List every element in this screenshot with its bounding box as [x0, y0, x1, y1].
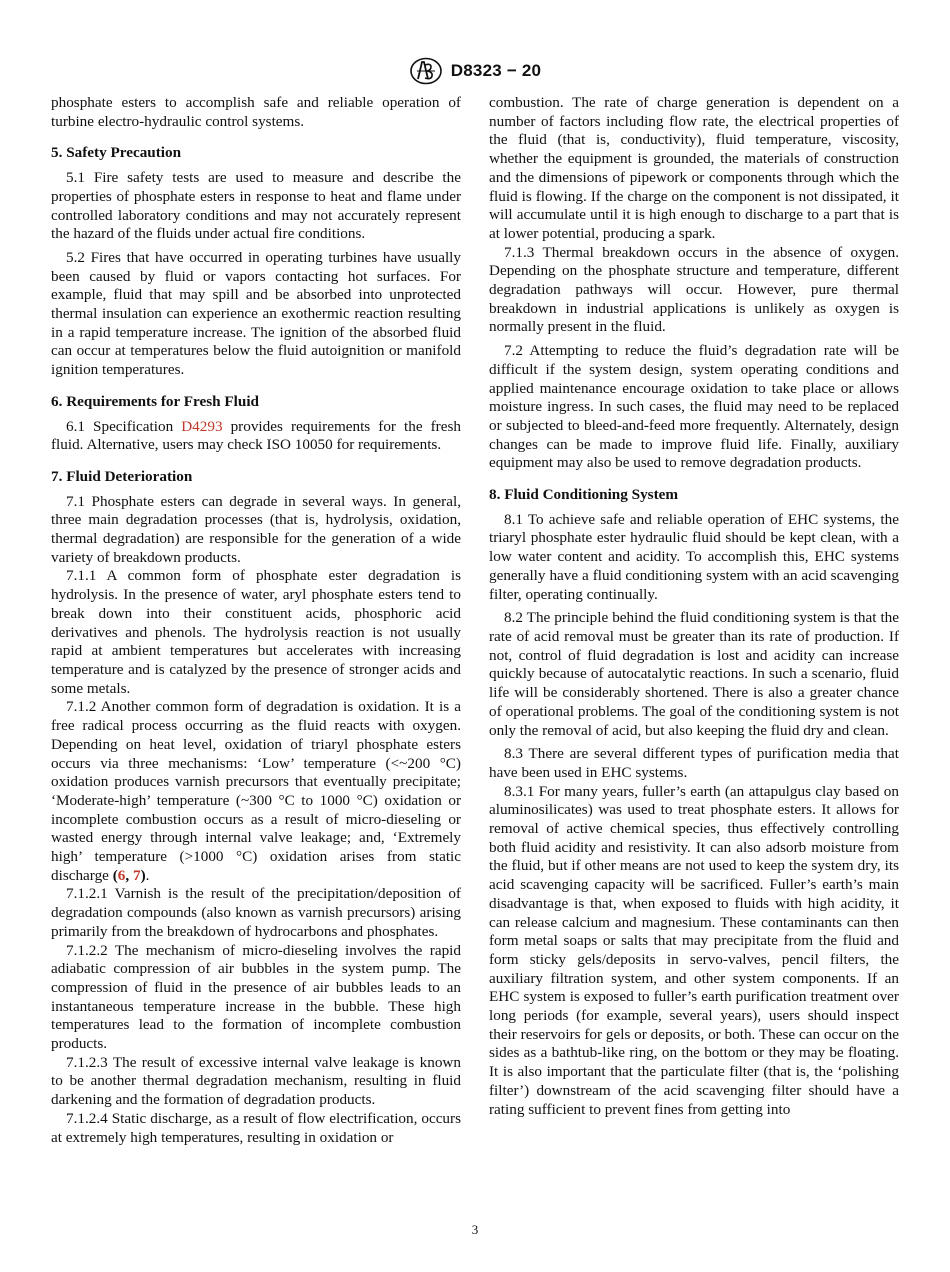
paragraph-7-1: 7.1 Phosphate esters can degrade in several ways. In general, three main degradation processes (that is, hydrolysis, oxidation, thermal degradation) are responsible for the generation of a wide variety of breakdown products.: [51, 492, 461, 566]
paragraph-7-1-2-4: 7.1.2.4 Static discharge, as a result of flow electrification, occurs at extremely high temperatures, resulting in oxidation or: [51, 1109, 461, 1146]
paragraph-7-1-2-text: 7.1.2 Another common form of degradation is oxidation. It is a free radical process occurring as the fluid reacts with oxygen. Depending on heat level, oxidation of triaryl phosphate esters occurs via three mechanisms: ‘Low’ temperature (<~200 °C) oxidation produces varnish precursors that eventually precipitate; ‘Moderate-high’ temperature (~300 °C to 1000 °C) oxidation or incomplete combustion occurs as a result of micro-dieseling or wasted energy through internal valve leakage; and, ‘Extremely high’ temperature (>1000 °C) oxidation arises from static discharge: [51, 698, 461, 884]
paragraph-6-1-suffix: provides requirements for the fresh fluid. Alternative, users may check ISO 10050 for requirements.: [51, 417, 461, 454]
paragraph-7-1-3: 7.1.3 Thermal breakdown occurs in the absence of oxygen. Depending on the phosphate structure and temperature, different degradation pathways will occur. However, pure thermal breakdown in industrial applications is unlikely as oxygen is normally present in the fluid.: [489, 243, 899, 336]
left-column: [51, 94, 461, 1147]
paragraph-7-1-2-end: .: [145, 866, 150, 884]
paragraph-7-2: 7.2 Attempting to reduce the fluid’s degradation rate will be difficult if the system design, system operating conditions and applied maintenance encourage oxidation to take place or allows moisture ingress. In such cases, the fluid may need to be replaced or subjected to bleed-and-feed more frequently. Alternately, design changes can be made to improve fluid life. Finally, auxiliary equipment may also be used to remove degradation products.: [489, 342, 899, 472]
section-5-title: 5. Safety Precaution: [51, 144, 182, 162]
reference-link-7[interactable]: 7: [132, 866, 141, 884]
paragraph-5-2: 5.2 Fires that have occurred in operating turbines have usually been caused by fluid or vapors contacting hot surfaces. For example, fluid that may spill and be absorbed into unprotected thermal insulation can experience an exothermic reaction resulting in a rapid temperature increase. The ignition of the absorbed fluid can occur at temperatures below the fluid autoignition or manifold ignition temperatures.: [51, 248, 461, 379]
section-8-title: 8. Fluid Conditioning System: [489, 486, 679, 504]
paragraph-7-1-2: [51, 698, 461, 885]
page-header: [0, 56, 950, 86]
ref-separator: ,: [125, 866, 133, 884]
paragraph-8-2: 8.2 The principle behind the fluid conditioning system is that the rate of acid removal must be greater than its rate of production. If not, control of fluid degradation is lost and acidity can increase quickly because of autocatalytic reactions. In such a scenario, fluid life will be considerably shortened. There is also a greater chance of operational problems. The goal of the conditioning system is not only the removal of acid, but also keeping the fluid dry and clean.: [489, 609, 899, 739]
paragraph-8-3-1: 8.3.1 For many years, fuller’s earth (an attapulgus clay based on aluminosilicates) was used to treat phosphate esters. It allows for removal of active chemical species, thus effectively controlling both fluid acidity and resistivity. It can also adsorb moisture from the fluid, but if other means are not used to keep the system dry, its acid scavenging capacity will be sacrificed. Fuller’s earth’s main disadvantage is that, when exposed to fluids with high acidity, it can release calcium and magnesium. These contaminants can then form metal soaps or salts that may precipitate from the fluid and form sticky gels/deposits in servo-valves, pencil filters, the auxiliary filtration system, and other system components. If an EHC system is exposed to fuller’s earth purification treatment over long periods (for example, several years), users should inspect their reservoirs for gels or deposits, or both. These can occur on the sides as a bathtub-like ring, on the bottom or they may be floating. It is also important that the particulate filter (that is, the ‘polishing filter’) downstream of the acid scavenging filter should have a rating sufficient to prevent fines from getting into: [489, 782, 899, 1118]
reference-link-6[interactable]: 6: [117, 866, 126, 884]
document-id: D8323 − 20: [450, 61, 542, 80]
ref-close: ): [140, 866, 146, 884]
paragraph-7-1-2-1: 7.1.2.1 Varnish is the result of the precipitation/deposition of degradation compounds (also known as varnish precursors) arising primarily from the breakdown of hydrocarbons and phosphates.: [51, 885, 461, 940]
ref-open: (: [112, 866, 118, 884]
section-7-title: 7. Fluid Deterioration: [51, 467, 193, 485]
astm-logo-icon: [409, 57, 443, 85]
paragraph-7-1-2-4-continued: combustion. The rate of charge generation is dependent on a number of factors including flow rate, the electrical properties of the fluid (that is, conductivity), fluid temperature, viscosity, whether the equipment is grounded, the materials of construction and the dimensions of pipework or components through which the fluid is flowing. If the charge on the component is not dissipated, it will accumulate until it is high enough to discharge to a part that is at lower potential, producing a spark.: [489, 94, 899, 242]
paragraph-6-1-prefix: 6.1 Specification: [66, 417, 182, 435]
citation-reference: [113, 867, 146, 884]
d4293-link[interactable]: D4293: [181, 417, 223, 435]
paragraph-5-1: 5.1 Fire safety tests are used to measure and describe the properties of phosphate esters in response to heat and flame under controlled laboratory conditions and may not accurately represent the hazard of the fluids under actual fire conditions.: [51, 169, 461, 243]
section-6-title: 6. Requirements for Fresh Fluid: [51, 392, 259, 410]
paragraph-6-1: [51, 418, 461, 455]
paragraph-7-1-2-2: 7.1.2.2 The mechanism of micro-dieseling involves the rapid adiabatic compression of air bubbles in the system pump. The compression of fluid in the presence of air bubbles leads to an instantaneous temperature increase in the bubble. These high temperatures lead to the formation of incomplete combustion products.: [51, 941, 461, 1053]
right-column: [489, 94, 899, 1119]
paragraph-7-1-1: 7.1.1 A common form of phosphate ester degradation is hydrolysis. In the presence of water, aryl phosphate esters tend to break down into their constituent acids, phosphoric acid derivatives and phenols. The hydrolysis reaction is not usually rapid at ambient temperatures but accelerates with increasing temperature and is catalyzed by the presence of stronger acids and some metals.: [51, 567, 461, 697]
paragraph-8-3: 8.3 There are several different types of purification media that have been used in EHC systems.: [489, 745, 899, 781]
paragraph-7-1-2-3: 7.1.2.3 The result of excessive internal valve leakage is known to be another thermal degradation mechanism, resulting in fluid darkening and the formation of degradation products.: [51, 1053, 461, 1109]
page-number: 3: [471, 1222, 479, 1237]
paragraph-8-1: 8.1 To achieve safe and reliable operation of EHC systems, the triaryl phosphate ester hydraulic fluid should be kept clean, with a low water content and acidity. To accomplish this, EHC systems generally have a fluid conditioning system with an acid scavenging filter, operating continually.: [489, 510, 899, 603]
paragraph-intro-continued: phosphate esters to accomplish safe and reliable operation of turbine electro-hydraulic control systems.: [51, 94, 461, 130]
